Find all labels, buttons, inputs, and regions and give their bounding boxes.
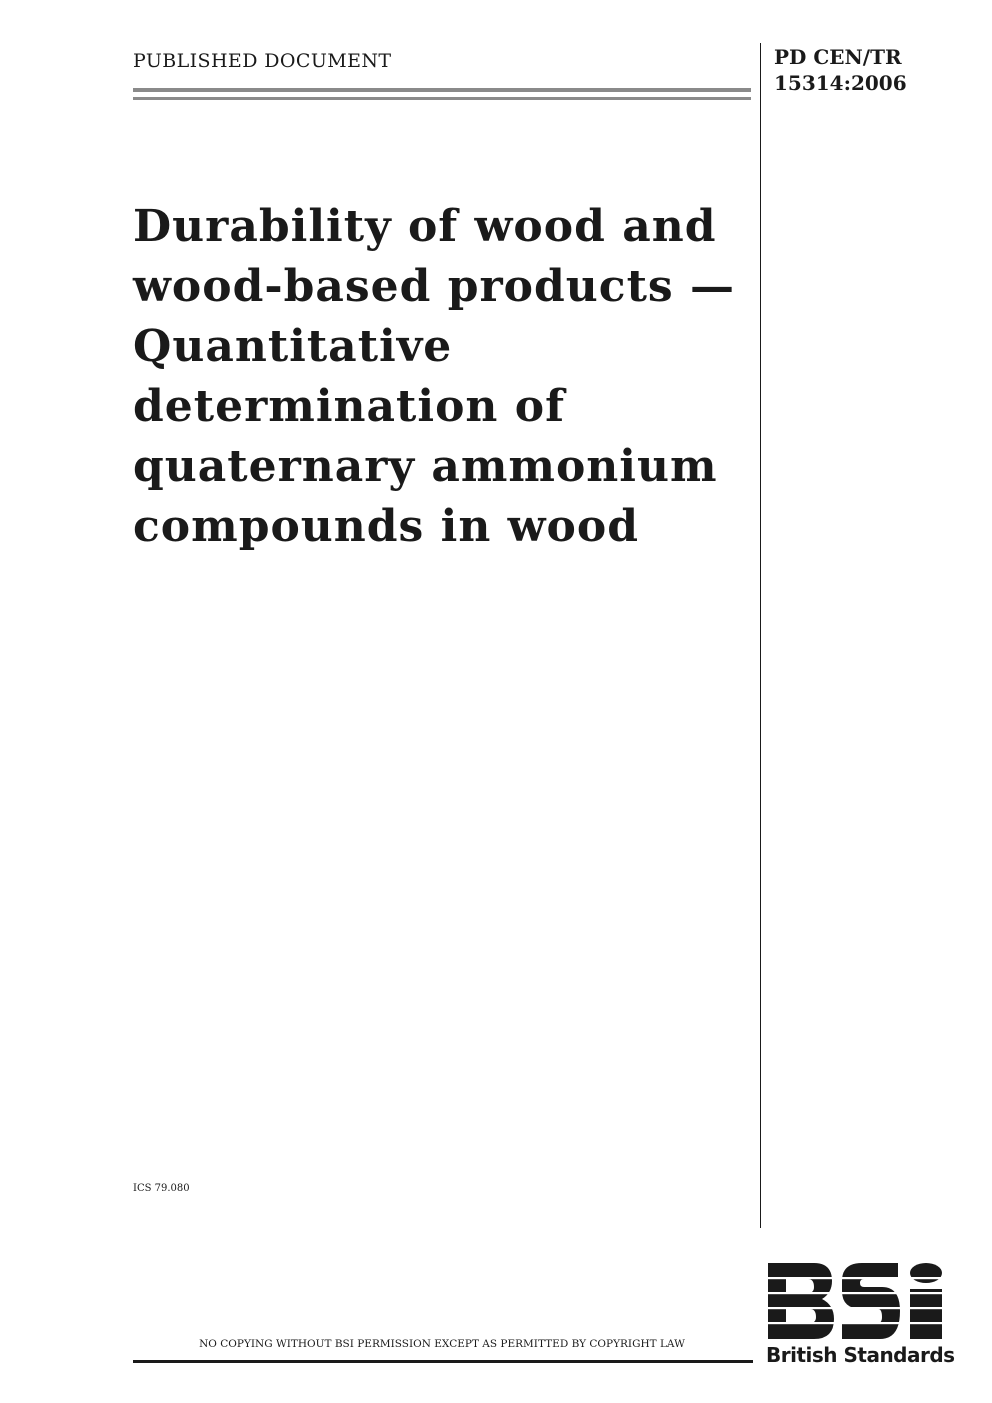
copyright-notice: NO COPYING WITHOUT BSI PERMISSION EXCEPT AS PERMITTED BY COPYRIGHT LAW (199, 1338, 685, 1350)
title-line: quaternary ammonium (133, 441, 718, 492)
ics-code: ICS 79.080 (133, 1183, 190, 1194)
document-reference-line-1: PD CEN/TR (774, 45, 902, 69)
bsi-logo-caption: British Standards (766, 1343, 955, 1367)
bsi-logo-mark (766, 1261, 946, 1341)
title-line: Durability of wood and (133, 201, 717, 252)
title-line: compounds in wood (133, 501, 640, 552)
title-line: determination of (133, 381, 566, 432)
header-rule-thick (133, 88, 751, 92)
document-type-label: PUBLISHED DOCUMENT (133, 50, 392, 72)
document-reference (774, 44, 907, 96)
document-title (133, 197, 753, 557)
title-line: Quantitative (133, 321, 453, 372)
header-rule-thin (133, 97, 751, 100)
bsi-logo (766, 1261, 955, 1371)
footer-rule (133, 1360, 753, 1363)
title-line: wood-based products — (133, 261, 735, 312)
document-reference-line-2: 15314:2006 (774, 71, 907, 95)
vertical-divider (760, 43, 761, 1228)
